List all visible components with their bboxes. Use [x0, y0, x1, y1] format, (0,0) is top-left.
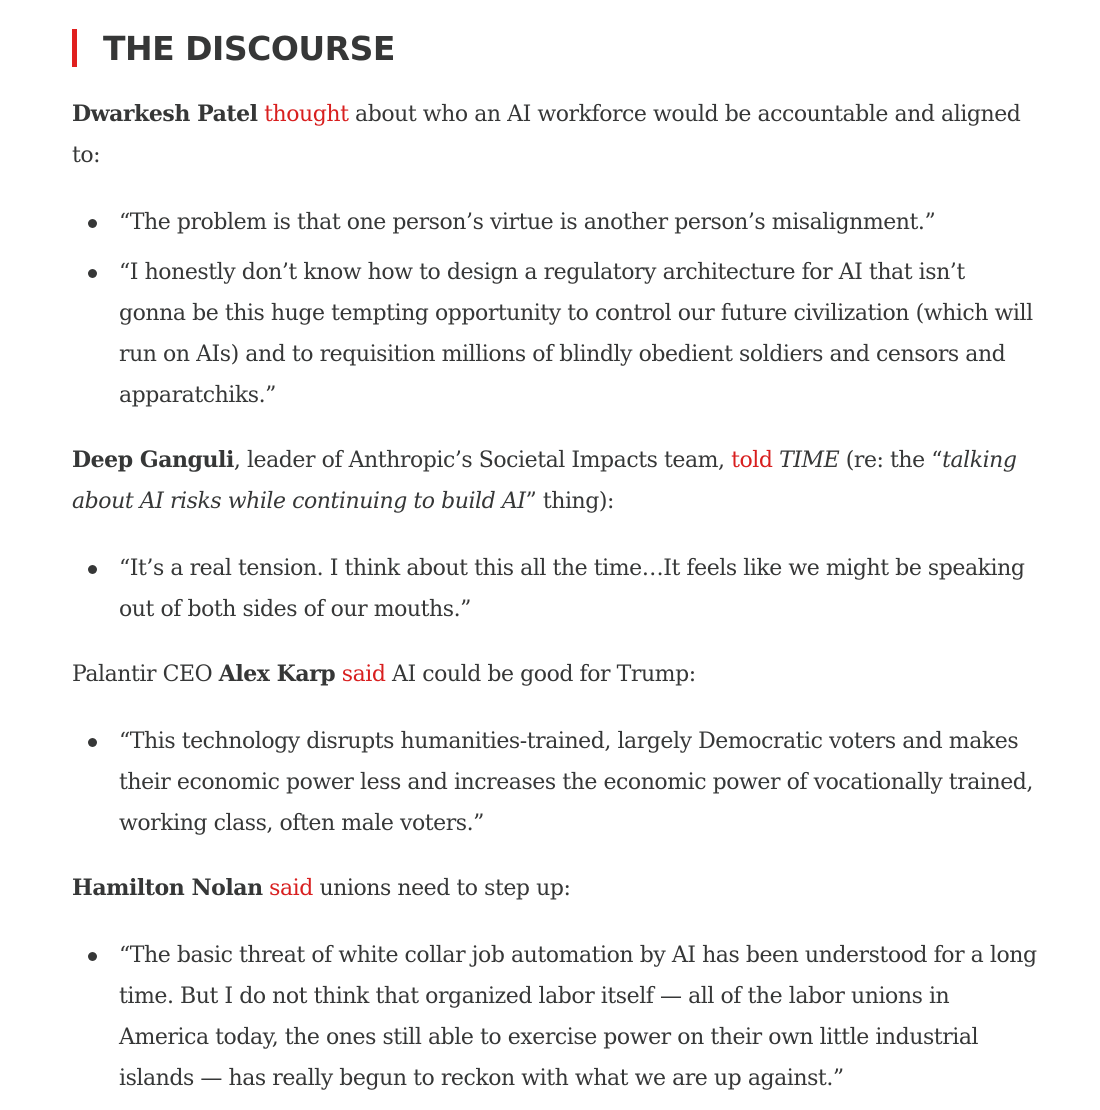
- intro-text: Palantir CEO: [72, 662, 219, 687]
- intro-paragraph-ganguli: [72, 440, 1037, 522]
- intro-text: , leader of Anthropic’s Societal Impacts team,: [233, 448, 732, 473]
- quote-item: “It’s a real tension. I think about this all the time…It feels like we might be speaking out of both sides of our mouths.”: [72, 548, 1037, 630]
- intro-paragraph-karp: [72, 654, 1037, 695]
- speaker-name: Deep Ganguli: [72, 447, 234, 473]
- section-accent-bar: [72, 29, 77, 67]
- intro-text: (re: the “: [839, 448, 943, 473]
- source-link-said[interactable]: said: [269, 876, 313, 901]
- source-link-said[interactable]: said: [341, 662, 386, 687]
- section-title: THE DISCOURSE: [103, 28, 395, 68]
- source-link-told[interactable]: told: [731, 448, 773, 473]
- source-link-thought[interactable]: thought: [264, 102, 349, 127]
- quote-item: “I honestly don’t know how to design a regulatory architecture for AI that isn’t gonna be this huge tempting opportunity to control our future civilization (which will run on AIs) and to requisition millions of blindly obedient soldiers and censors and apparatchiks.”: [72, 252, 1037, 416]
- intro-text: unions need to step up:: [312, 876, 571, 901]
- quote-list: [72, 721, 1037, 844]
- speaker-name: Dwarkesh Patel: [72, 101, 258, 127]
- article-body: [72, 28, 1037, 1099]
- quote-item: “The basic threat of white collar job automation by AI has been understood for a long time. But I do not think that organized labor itself — all of the labor unions in America today, the ones still able to exercise power on their own little industrial islands — has really begun to reckon with what we are up against.”: [72, 935, 1037, 1099]
- intro-text: about who an AI workforce would be accountable and aligned to:: [72, 102, 1021, 168]
- quote-list: [72, 202, 1037, 416]
- speaker-name: Alex Karp: [218, 661, 336, 687]
- quote-list: [72, 935, 1037, 1099]
- intro-text: AI could be good for Trump:: [385, 662, 696, 687]
- italic-phrase: talking about AI risks while continuing to build AI: [72, 448, 1017, 514]
- intro-paragraph-dwarkesh: [72, 94, 1037, 176]
- quote-item: “This technology disrupts humanities-trained, largely Democratic voters and makes their economic power less and increases the economic power of vocationally trained, working class, often male voters.”: [72, 721, 1037, 844]
- intro-paragraph-nolan: [72, 868, 1037, 909]
- publication-name: TIME: [779, 448, 840, 473]
- quote-item: “The problem is that one person’s virtue is another person’s misalignment.”: [72, 202, 1037, 243]
- speaker-name: Hamilton Nolan: [72, 875, 263, 901]
- section-header: [72, 28, 1037, 68]
- quote-list: [72, 548, 1037, 630]
- intro-text: ” thing):: [525, 489, 614, 514]
